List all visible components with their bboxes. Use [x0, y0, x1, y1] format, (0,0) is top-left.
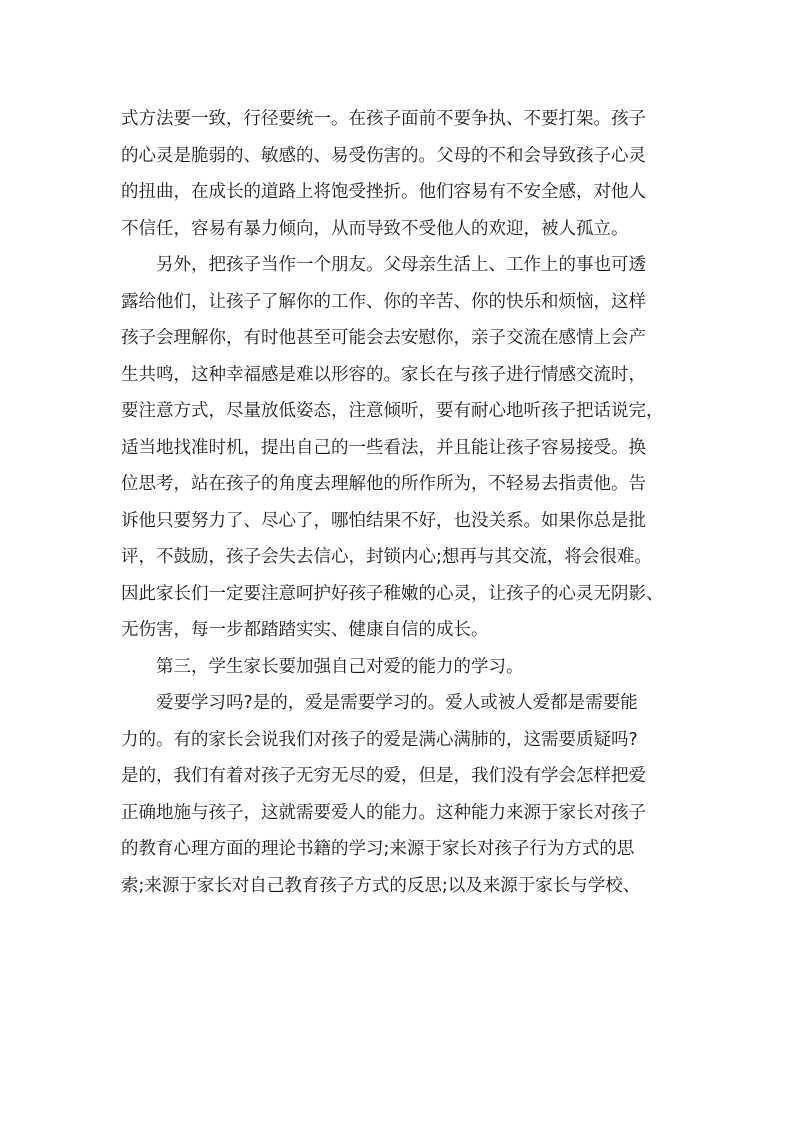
text-line: 的心灵是脆弱的、敏感的、易受伤害的。父母的不和会导致孩子心灵	[121, 145, 646, 166]
text-line: 的教育心理方面的理论书籍的学习;来源于家长对孩子行为方式的思	[121, 839, 635, 859]
text-line: 不信任，容易有暴力倾向，从而导致不受他人的欢迎，被人孤立。	[121, 218, 629, 239]
text-line: 孩子会理解你，有时他甚至可能会去安慰你，亲子交流在感情上会产	[121, 328, 646, 348]
text-line: 第三，学生家长要加强自己对爱的能力的学习。	[156, 656, 524, 677]
body-text	[121, 101, 671, 904]
text-line: 诉他只要努力了、尽心了，哪怕结果不好，也没关系。如果你总是批	[121, 510, 646, 531]
text-line: 另外，把孩子当作一个朋友。父母亲生活上、工作上的事也可透	[156, 255, 646, 275]
text-line: 力的。有的家长会说我们对孩子的爱是满心满肺的，这需要质疑吗?	[121, 729, 638, 750]
text-line: 正确地施与孩子，这就需要爱人的能力。这种能力来源于家长对孩子	[121, 802, 646, 823]
text-line: 索;来源于家长对自己教育孩子方式的反思;以及来源于家长与学校、	[121, 875, 641, 896]
text-line: 适当地找准时机，提出自己的一些看法，并且能让孩子容易接受。换	[121, 437, 646, 458]
text-line: 要注意方式，尽量放低姿态，注意倾听，要有耐心地听孩子把话说完，	[121, 401, 664, 421]
text-line: 式方法要一致，行径要统一。在孩子面前不要争执、不要打架。孩子	[121, 109, 646, 129]
text-line: 因此家长们一定要注意呵护好孩子稚嫩的心灵，让孩子的心灵无阴影、	[121, 583, 664, 604]
text-line: 爱要学习吗?是的，爱是需要学习的。爱人或被人爱都是需要能	[156, 693, 638, 713]
text-line: 评，不鼓励，孩子会失去信心，封锁内心;想再与其交流，将会很难。	[121, 547, 652, 567]
text-line: 位思考，站在孩子的角度去理解他的所作所为，不轻易去指责他。告	[121, 474, 646, 494]
text-line: 无伤害，每一步都踏踏实实、健康自信的成长。	[121, 620, 489, 640]
text-line: 生共鸣，这种幸福感是难以形容的。家长在与孩子进行情感交流时，	[121, 364, 646, 385]
text-line: 的扭曲，在成长的道路上将饱受挫折。他们容易有不安全感，对他人	[121, 182, 646, 202]
text-line: 露给他们，让孩子了解你的工作、你的辛苦、你的快乐和烦恼，这样	[121, 291, 646, 312]
text-line: 是的，我们有着对孩子无穷无尽的爱，但是，我们没有学会怎样把爱	[121, 766, 646, 786]
